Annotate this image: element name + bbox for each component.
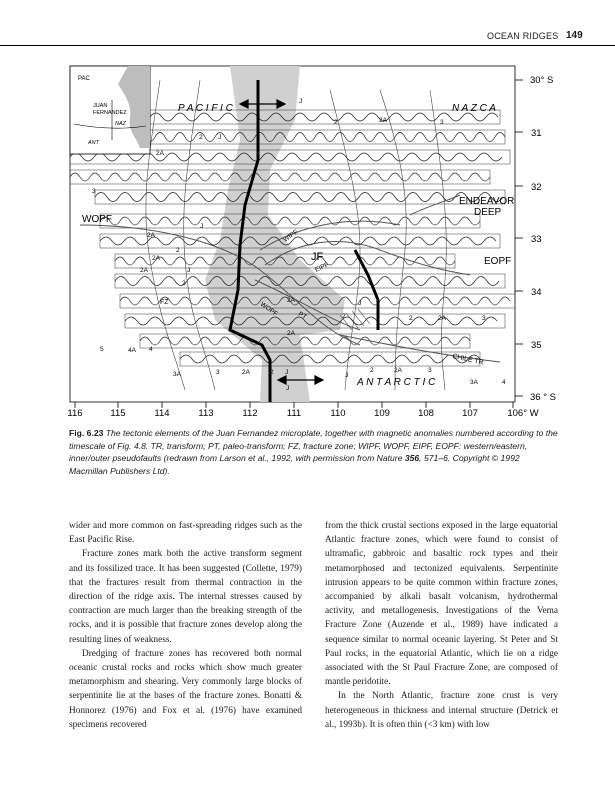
anomaly-label: 3A [173,371,181,378]
anomaly-label: 2 [409,315,413,322]
label-eipf: EIPF [313,261,330,274]
anomaly-label: 3 [440,119,444,126]
anomaly-label: 4 [149,346,153,353]
anomaly-label: 2A [140,267,148,274]
anomaly-label: 2A [242,369,250,376]
anomaly-label: 2 [199,134,203,141]
anomaly-label: J [299,98,303,105]
inset-map [70,66,150,154]
label-endeavor: ENDEAVOR [459,196,515,207]
label-pacific: P A C I F I C [178,103,233,114]
lon-label: 115 [110,408,126,419]
anomaly-label: 3 [428,367,432,374]
lon-label: 111 [286,408,302,419]
lon-label: 112 [242,408,258,419]
lat-label: 32 [531,182,542,193]
caption-text-3: , 571–6. Copyright © 1992 Macmillan Publishers Ltd). [69,453,520,476]
anomaly-label: 3 [92,188,96,195]
anomaly-label: 2A [287,330,295,337]
paragraph: from the thick crustal sections exposed in the large equatorial Atlantic fracture zones, which were found to consist of ultramafic, gabbroic and basaltic rock types and their metamorphosed and tectonized equivalents. Serpentinite intrusion appears to be quite common within fracture zones, accompanied by alkali basalt volcanism, hydrothermal activity, and metallogenesis. Investigations of the Vema Fracture Zone (Auzende et al., 1989) have indicated a sequence similar to normal oceanic layering. St Peter and St Paul rocks, in the equatorial Atlantic, which lie on a ridge associated with the St Paul Fracture Zone, are composed of mantle peridotite. [325,521,558,688]
lon-label: 108 [418,408,434,419]
body-column-right [325,519,558,732]
anomaly-label: 2A [152,255,160,262]
anomaly-label: 2 [176,247,180,254]
inset-label-naz: NAZ [115,121,126,127]
inset-label-juan: JUAN [93,103,108,109]
anomaly-label: 4A [128,347,136,354]
anomaly-label: 2A [438,315,446,322]
running-header-title: OCEAN RIDGES [487,31,559,41]
longitude-labels [67,408,538,419]
body-column-left [69,519,302,732]
anomaly-label: 2A [379,117,387,124]
anomaly-label: 3A [470,379,478,386]
label-jf: JF [311,251,324,263]
anomaly-label: J [187,267,191,274]
lat-label: 36 ° S [530,392,556,403]
paragraph: Fracture zones mark both the active transform segment and its fossilized trace. It has been suggested (Collette, 1979) that the fractures result from thermal contraction in the direction of the ridge axis. The internal stresses caused by contraction are much larger than the breaking strength of the rocks, and it is possible that fracture zones develop along the resulting lines of weakness. [69,549,302,645]
latitude-labels [530,75,556,403]
anomaly-label: J [285,369,289,376]
paragraph: In the North Atlantic, fracture zone crust is very heterogeneous in thickness and internal structure (Detrick et al., 1993b). It is often thin (<3 km) with low [325,691,558,730]
label-fz: FZ [160,299,169,306]
lat-label: 31 [531,128,542,139]
label-wopf: WOPF [82,214,112,225]
anomaly-label: 2 [370,367,374,374]
label-eopf: EOPF [484,256,512,267]
anomaly-label: J [345,372,349,379]
paragraph: wider and more common on fast-spreading ridges such as the East Pacific Rise. [69,521,302,546]
label-pt: PT [297,310,308,321]
page-number: 149 [566,30,583,41]
paragraph: Dredging of fracture zones has recovered both normal oceanic crustal rocks and rocks which show much greater metamorphism and shearing. Very commonly large blocks of serpentinite lie at the bases of the fracture zones. Bonatti & Honnorez (1976) and Fox et al. (1976) have examined specimens recovered [69,648,302,730]
anomaly-label: J [200,223,204,230]
inset-label-ant: ANT [88,140,99,146]
anomaly-label: 2 [270,369,274,376]
lon-label: 114 [154,408,170,419]
label-wipf: WIPF [282,228,300,244]
label-nazca: N A Z C A [452,103,496,114]
lon-label: 110 [330,408,346,419]
anomaly-label: 2A [147,232,155,239]
anomaly-label: 2A [287,297,295,304]
anomaly-label: 4 [502,379,506,386]
label-antarctic: A N T A R C T I C [357,377,436,388]
lat-label: 34 [531,287,542,298]
anomaly-label: 3 [482,315,486,322]
anomaly-label: J [218,134,222,141]
inset-label-pac: PAC [78,76,90,82]
inset-label-fernandez: FERNANDEZ [93,110,127,116]
anomaly-label: 2 [182,280,186,287]
lon-label: 106° W [507,408,539,419]
caption-label: Fig. 6.23 [69,428,104,438]
anomaly-label: 2A [156,150,164,157]
anomaly-label: 3 [216,369,220,376]
lon-label: 116 [67,408,83,419]
lon-label: 113 [198,408,214,419]
label-wopf-inner: WOPF [258,300,279,318]
label-deep: DEEP [474,207,502,218]
figure-caption [69,427,559,477]
anomaly-label: J [358,300,362,307]
lon-label: 109 [374,408,390,419]
lon-label: 107 [462,408,478,419]
lat-label: 35 [531,340,542,351]
latitude-ticks [515,80,523,396]
caption-text-1: The tectonic elements of the Juan Fernandez microplate, together with magnetic anomalies numbered according to the timescale of Fig. 4.8. TR, transform; PT, paleo-transform; FZ, fracture zone; WIPF, WOPF, EIPF, EOPF: western/eastern, inner/outer pseudofaults (redrawn from Larson [69,428,558,464]
anomaly-label: 2 [334,119,338,126]
anomaly-label: 5 [100,346,104,353]
lat-label: 30° S [530,75,554,86]
lat-label: 33 [531,234,542,245]
anomaly-label: 2A [394,367,402,374]
caption-text-2: , 1992, with permission from Nature [266,453,403,464]
anomaly-label: 2 [342,313,346,320]
label-chile-tr: CHILE TR [451,353,485,367]
caption-et-al: et al. [248,453,267,464]
caption-volume: 356 [404,453,420,464]
anomaly-label: J [286,385,290,392]
